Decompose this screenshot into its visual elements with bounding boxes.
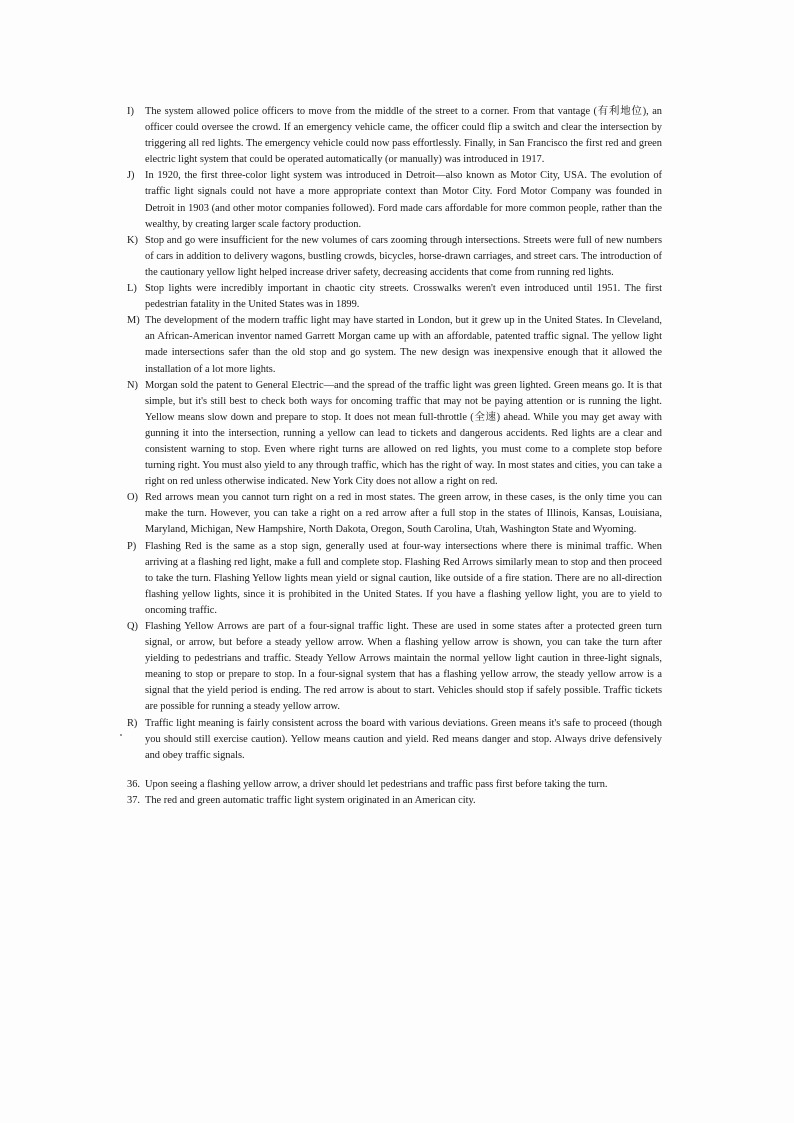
- paragraph-text: In 1920, the first three-color light system was introduced in Detroit—also known as Motor City, USA. The evolution of traffic light signals could not have a more appropriate context than Motor City. Ford Motor Company was founded in Detroit in 1903 (and other motor companies followed). Ford made cars affordable for more common people, rather than the wealthy, by creating larger scale factory production.: [145, 170, 662, 230]
- paragraph-text: The development of the modern traffic light may have started in London, but it grew up in the United States. In Cleveland, an African-American inventor named Garrett Morgan came up with an affordable, patented traffic signal. The yellow light made intersections safer than the old stop and go system. The new design was inexpensive enough that it allowed the installation of a lot more lights.: [145, 315, 662, 375]
- paragraph-k: [127, 233, 662, 281]
- paragraph-j: [127, 168, 662, 232]
- question-text: The red and green automatic traffic light system originated in an American city.: [145, 794, 476, 806]
- paragraph-text: Traffic light meaning is fairly consistent across the board with various deviations. Green means it's safe to proceed (though you should still exercise caution). Yellow means caution and yield. Red means danger and stop. Always drive defensively and obey traffic signals.: [145, 717, 662, 761]
- paragraph-label: M): [127, 315, 140, 327]
- paragraph-label: L): [127, 283, 137, 295]
- paragraph-label: Q): [127, 621, 138, 632]
- question-list: [127, 777, 662, 809]
- question-number: 37.: [127, 794, 140, 806]
- question-number: 36.: [127, 778, 140, 790]
- scan-speck: [120, 734, 122, 736]
- paragraph-l: [127, 281, 662, 313]
- paragraph-r: [127, 716, 662, 764]
- paragraph-n: [127, 378, 662, 491]
- paragraph-label: J): [127, 170, 135, 182]
- paragraph-label: O): [127, 492, 138, 504]
- paragraph-o: [127, 490, 662, 538]
- paragraph-label: R): [127, 717, 138, 729]
- paragraph-label: K): [127, 234, 138, 246]
- paragraph-label: I): [127, 106, 134, 117]
- paragraph-text: Morgan sold the patent to General Electric—and the spread of the traffic light was green lighted. Green means go. It is that simple, but it's still best to check both ways for oncoming traffic that may not be paying attention or is running the light. Yellow means slow down and prepare to stop. It does not mean full-throttle (全速) ahead. While you may get away with gunning it into the intersection, running a yellow can lead to tickets and dangerous accidents. Red lights are a clear and consistent warning to stop. Even where right turns are allowed on red lights, you must come to a complete stop before turning right. You must also yield to any through traffic, which has the right of way. In most states and cities, you can take a right on red unless otherwise indicated. New York City does not allow a right on red.: [145, 379, 662, 488]
- question-text: Upon seeing a flashing yellow arrow, a driver should let pedestrians and traffic pass first before taking the turn.: [145, 778, 608, 790]
- paragraph-text: Flashing Yellow Arrows are part of a four-signal traffic light. These are used in some states after a protected green turn signal, or arrow, but before a steady yellow arrow. When a flashing yellow arrow is shown, you can take the turn after yielding to pedestrians and traffic. Steady Yellow Arrows maintain the normal yellow light caution in three-light signals, meaning to stop or prepare to stop. In a four-signal system that has a flashing yellow arrow, the steady yellow arrow is a signal that the yield period is ending. The red arrow is about to start. Vehicles should stop if safely possible. Traffic tickets are possible for running a steady yellow arrow.: [145, 621, 662, 713]
- paragraph-text: Stop and go were insufficient for the new volumes of cars zooming through intersections. Streets were full of new numbers of cars in addition to delivery wagons, bustling crowds, bicycles, horse-drawn carriages, and street cars. The introduction of the cautionary yellow light helped increase driver safety, decreasing accidents that come from running red lights.: [145, 234, 662, 278]
- paragraph-label: N): [127, 379, 138, 391]
- paragraph-text: Red arrows mean you cannot turn right on a red in most states. The green arrow, in these cases, is the only time you can make the turn. However, you can take a right on a red arrow after a full stop in the states of Illinois, Kansas, Louisiana, Maryland, Michigan, New Hampshire, North Dakota, Oregon, South Carolina, Utah, Washington State and Wyoming.: [145, 492, 662, 536]
- reading-passage: [127, 104, 662, 809]
- paragraph-label: P): [127, 540, 137, 552]
- paragraph-text: The system allowed police officers to move from the middle of the street to a corner. From that vantage (有利地位), an officer could oversee the crowd. If an emergency vehicle came, the officer could flip a switch and clear the intersection by triggering all red lights. The emergency vehicle could now pass effortlessly. Finally, in San Francisco the first red and green electric light system that could be operated automatically (or manually) was introduced in 1917.: [145, 106, 662, 166]
- paragraph-p: [127, 539, 662, 619]
- paragraph-m: [127, 313, 662, 377]
- question-36: [127, 777, 662, 793]
- paragraph-text: Stop lights were incredibly important in chaotic city streets. Crosswalks weren't even introduced until 1951. The first pedestrian fatality in the United States was in 1899.: [145, 283, 662, 311]
- paragraph-i: [127, 104, 662, 168]
- paragraph-text: Flashing Red is the same as a stop sign, generally used at four-way intersections where there is minimal traffic. When arriving at a flashing red light, make a full and complete stop. Flashing Red Arrows similarly mean to stop and then proceed to take the turn. Flashing Yellow lights mean yield or signal caution, like outside of a fire station. There are no all-direction flashing yellow lights, since it is prohibited in the United States. If you have a flashing yellow light, you are to yield to oncoming traffic.: [145, 540, 662, 616]
- paragraph-q: [127, 619, 662, 716]
- question-37: [127, 793, 662, 809]
